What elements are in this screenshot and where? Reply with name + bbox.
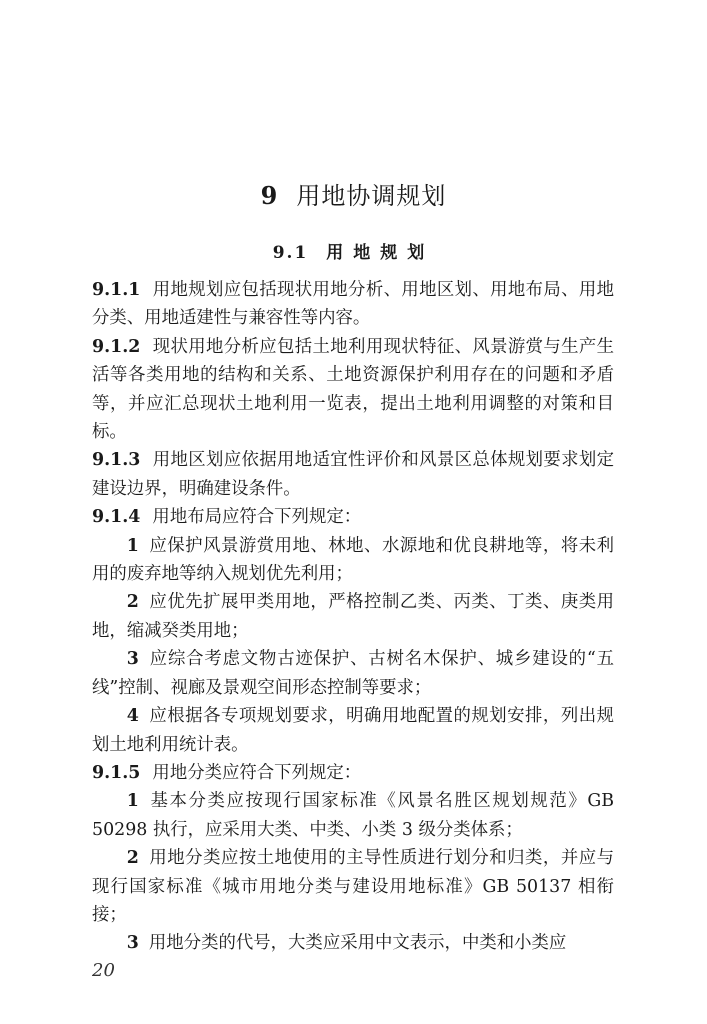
clause-number: 9.1.1 [92,280,141,300]
clause-text: 用地布局应符合下列规定： [152,507,362,528]
list-item [92,702,614,759]
clause-number: 9.1.2 [92,336,141,357]
clause-text: 用地分类应符合下列规定： [152,762,362,783]
item-number: 1 [126,791,139,812]
item-number: 3 [126,933,139,954]
clause-9-1-1 [92,276,614,333]
page-number: 20 [92,960,115,981]
clause-text: 用地区划应依据用地适宜性评价和风景区总体规划要求划定建设边界，明确建设条件。 [92,450,614,499]
chapter-number: 9 [260,181,279,210]
clause-9-1-3 [92,446,614,503]
list-item [92,929,614,957]
item-number: 4 [126,706,139,727]
list-item [92,588,614,645]
item-text: 基本分类应按现行国家标准《风景名胜区规划规范》GB 50298 执行，应采用大类、中类、小类 3 级分类体系； [92,791,614,840]
item-text: 用地分类应按土地使用的主导性质进行划分和归类，并应与现行国家标准《城市用地分类与建设用地标准》GB 50137 相衔接； [92,848,614,925]
clause-9-1-4 [92,503,614,531]
item-text: 应综合考虑文物古迹保护、古树名木保护、城乡建设的“五线”控制、视廊及景观空间形态控制等要求； [92,649,614,698]
item-text: 用地分类的代号，大类应采用中文表示，中类和小类应 [148,933,567,954]
list-item [92,532,614,589]
list-item [92,844,614,929]
clause-number: 9.1.4 [92,507,141,528]
chapter-title-text: 用地协调规划 [296,182,447,210]
clause-number: 9.1.3 [92,450,141,471]
clause-text: 用地规划应包括现状用地分析、用地区划、用地布局、用地分类、用地适建性与兼容性等内容。 [92,280,614,329]
section-title [0,238,707,263]
item-number: 3 [126,649,139,670]
section-title-text: 用地规划 [326,243,435,263]
clause-9-1-5 [92,759,614,787]
clause-text: 现状用地分析应包括土地利用现状特征、风景游赏与生产生活等各类用地的结构和关系、土地资源保护利用存在的问题和矛盾等，并应汇总现状土地利用一览表，提出土地利用调整的对策和目标。 [92,336,614,443]
chapter-title [0,176,707,211]
item-number: 2 [126,592,139,613]
list-item [92,645,614,702]
item-text: 应保护风景游赏用地、林地、水源地和优良耕地等，将未利用的废弃地等纳入规划优先利用； [92,535,614,585]
item-text: 应根据各专项规划要求，明确用地配置的规划安排，列出规划土地利用统计表。 [92,706,614,755]
body-text [92,276,614,958]
section-number: 9.1 [272,243,309,263]
item-text: 应优先扩展甲类用地，严格控制乙类、丙类、丁类、庚类用地，缩减癸类用地； [92,592,614,641]
item-number: 2 [126,848,139,869]
clause-number: 9.1.5 [92,762,141,783]
clause-9-1-2 [92,333,614,447]
item-number: 1 [126,535,139,556]
list-item [92,787,614,844]
